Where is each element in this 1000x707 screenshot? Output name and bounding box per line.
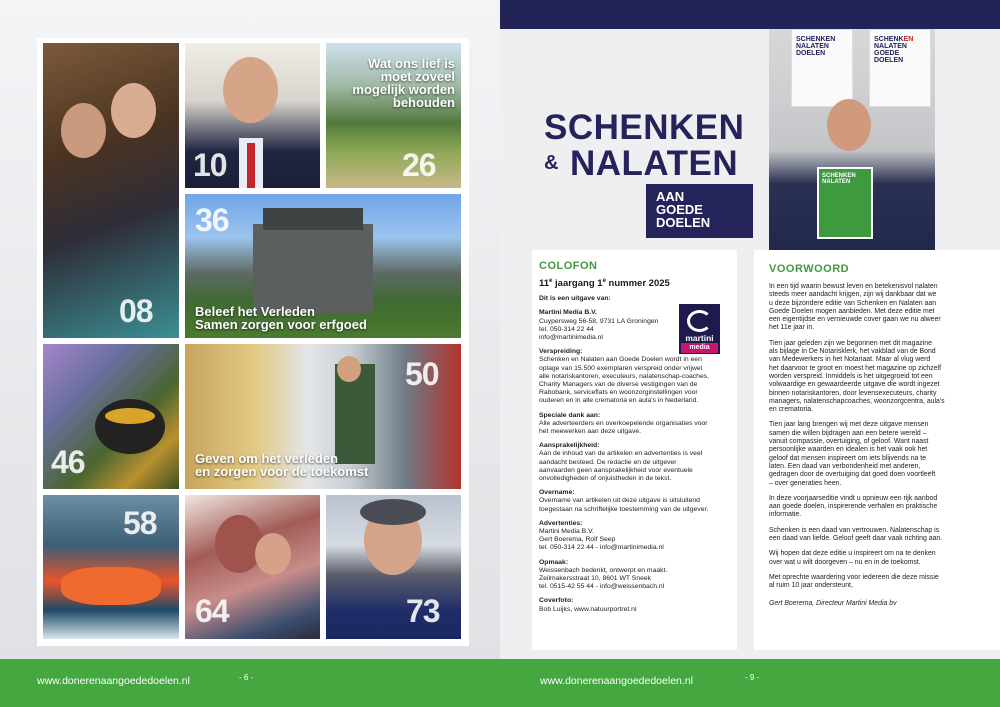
page-number-26: 26 <box>402 147 436 183</box>
footer-url-left[interactable]: www.donerenaangoededoelen.nl <box>37 675 190 687</box>
voorwoord-text <box>769 283 985 608</box>
tile-08-couple-photo[interactable] <box>43 43 179 338</box>
tile-36-manor-house[interactable] <box>185 194 461 338</box>
tile-58-lifeboat[interactable] <box>43 495 179 639</box>
swirl-icon <box>687 310 712 332</box>
face-shape <box>223 57 278 123</box>
publisher-email-link[interactable]: info@martinimedia.nl <box>539 333 603 341</box>
boat-shape <box>61 567 161 605</box>
page-number-10: 10 <box>193 147 227 183</box>
colofon-aansprakelijkheid: Aansprakelijkheid: Aan de inhoud van de artikelen en advertenties is veel aandacht besteed. De redactie en de uitgever aanvaarden geen aansprakelijkheid voor eventuele onvolledigheden of onjuistheden in de tekst. <box>539 442 703 483</box>
title-schenken: SCHENKEN <box>544 108 745 147</box>
tile-50-museum[interactable] <box>185 344 461 489</box>
face-shape <box>61 103 106 158</box>
voorwoord-paragraph: Tien jaar lang brengen wij met deze uitgave mensen samen die willen bijdragen aan een betere wereld – vanuit compassie, overtuiging, of geloof. Want naast persoonlijke waarden en idealen is het vaak ook het geloof dat mensen inspireert om iets blijvends na te laten. Een daad van verbondenheid met anderen, gedragen door de overtuiging dat goed doen voortleeft – over generaties heen. <box>769 421 936 487</box>
tile-50-caption: Geven om het verleden en zorgen voor de toekomst <box>195 451 369 479</box>
footer-bar <box>0 659 1000 707</box>
tile-10-portrait[interactable] <box>185 43 320 188</box>
face-shape <box>337 356 361 382</box>
tie-shape <box>247 143 255 188</box>
building-shape <box>253 224 373 314</box>
roof-shape <box>263 208 363 230</box>
face-shape <box>827 99 871 151</box>
poster-left: SCHENKEN NALATEN DOELEN <box>791 29 853 107</box>
voorwoord-signature: Gert Boerema, Directeur Martini Media bv <box>769 599 897 607</box>
tile-64-mother-child[interactable] <box>185 495 320 639</box>
tile-36-caption: Beleef het Verleden Samen zorgen voor erfgoed <box>195 304 367 332</box>
page-number-08: 08 <box>119 293 153 329</box>
face-shape <box>255 533 291 575</box>
colofon-coverfoto: Coverfoto: Bob Luijks, www.natuurportret.nl <box>539 597 637 613</box>
footer-page-left: - 6 - <box>239 673 254 682</box>
page-number-58: 58 <box>123 505 157 541</box>
page-number-73: 73 <box>406 593 440 629</box>
poster-right: SCHENKEN NALATEN GOEDE DOELEN <box>869 29 931 107</box>
voorwoord-paragraph: Tien jaar geleden zijn we begonnen met dit magazine als bijlage in De Notarisklerk, het vakblad van de Bond van Medewerkers in het Notariaat. Maar al vlug werd het daarvoor te groot en moest het magazine op zichzelf worden verspreid. Inmiddels is het uitgegroeid tot een volwaardige en gewaardeerde uitgave die wordt ingezet binnen notariskantoren, door levensexecuteurs, charity managers, nalatenschapcoaches, woonzorgcentra, aula's en crematoria. <box>769 339 945 414</box>
tile-26-caption: Wat ons lief is moet zoveel mogelijk worden behouden <box>352 56 455 110</box>
subtitle-box: AAN GOEDE DOELEN <box>646 184 753 238</box>
issue-info: 11e jaargang 1e nummer 2025 <box>539 278 670 290</box>
colofon-verspreiding: Verspreiding: Schenken en Nalaten aan Goede Doelen wordt in een oplage van 15.500 exemplaren verspreid onder vrijwel alle notariskantoren, executeurs, nalatenschap-coaches, Charity Managers van de diverse vestigingen van de Rabobank, serviceflats en woonzorginstellingen voor ouderen en in alle crematoria en aula's in Nederland. <box>539 348 710 405</box>
voorwoord-paragraph: Met oprechte waardering voor iedereen die deze missie al ruim 10 jaar ondersteunt, <box>769 573 939 590</box>
hair-shape <box>360 499 426 525</box>
colofon-heading: COLOFON <box>539 260 598 272</box>
colofon-opmaak: Opmaak: Weissenbach bedenkt, ontwerpt en maakt. Zeilmakersstraat 10, 8601 WT Sneek tel. 0515-42 55 44 - info@weissenbach.nl <box>539 558 668 591</box>
voorwoord-panel <box>754 250 1000 650</box>
face-shape <box>111 83 156 138</box>
page-number-64: 64 <box>195 593 229 629</box>
voorwoord-paragraph: In een tijd waarin bewust leven en betekenisvol nalaten steeds meer aandacht krijgen, zijn wij dankbaar dat we u deze bijzondere editie van Schenken en Nalaten aan Goede Doelen mogen aanbieden. Met deze editie met een eigentijdse en vernieuwde cover gaan we nu alweer het 11e jaar in. <box>769 283 941 332</box>
colofon-overname: Overname: Overname van artikelen uit deze uitgave is uitsluitend toegestaan na schriftelijke toestemming van de uitgever. <box>539 489 709 513</box>
voorwoord-paragraph: In deze voorjaarseditie vindt u opnieuw een rijk aanbod aan goede doelen, inspirerende verhalen en praktische informatie. <box>769 494 938 519</box>
voorwoord-paragraph: Wij hopen dat deze editie u inspireert om na te denken over wat u wilt doorgeven – nu en in de toekomst. <box>769 550 936 566</box>
bee-stripe-shape <box>105 408 155 424</box>
colofon-advertenties: Advertenties: Martini Media B.V. Gert Boerema, Rolf Seep tel. 050-314 22 44 - info@martinimedia.nl <box>539 519 664 552</box>
footer-url-right[interactable]: www.donerenaangoededoelen.nl <box>540 675 693 687</box>
tile-26-landscape[interactable] <box>326 43 461 188</box>
footer-page-right: - 9 - <box>745 673 760 682</box>
tile-46-bumblebee[interactable] <box>43 344 179 489</box>
tile-73-portrait[interactable] <box>326 495 461 639</box>
author-photo <box>769 29 935 250</box>
page-number-46: 46 <box>51 444 85 480</box>
title-nalaten: NALATEN <box>570 144 739 183</box>
page-number-50: 50 <box>405 356 439 392</box>
held-magazine: SCHENKEN NALATEN <box>817 167 873 239</box>
top-accent-bar <box>500 0 1000 29</box>
voorwoord-heading: VOORWOORD <box>769 263 850 275</box>
page-number-36: 36 <box>195 202 229 238</box>
martini-media-logo: martini media <box>679 304 720 354</box>
voorwoord-paragraph: Schenken is een daad van vertrouwen. Nalatenschap is een daad van liefde. Geloof geeft daar vaak richting aan. <box>769 526 943 543</box>
title-ampersand: & <box>544 152 559 174</box>
colofon-dank: Speciale dank aan: Alle adverteerders en overkoepelende organisaties voor het meewerken aan deze uitgave. <box>539 411 708 435</box>
publisher-block: Dit is een uitgave van: Martini Media B.V. Cuypersweg 56-58, 9731 LA Groningen tel. 050-314 22 44 info@martinimedia.nl <box>539 295 730 342</box>
